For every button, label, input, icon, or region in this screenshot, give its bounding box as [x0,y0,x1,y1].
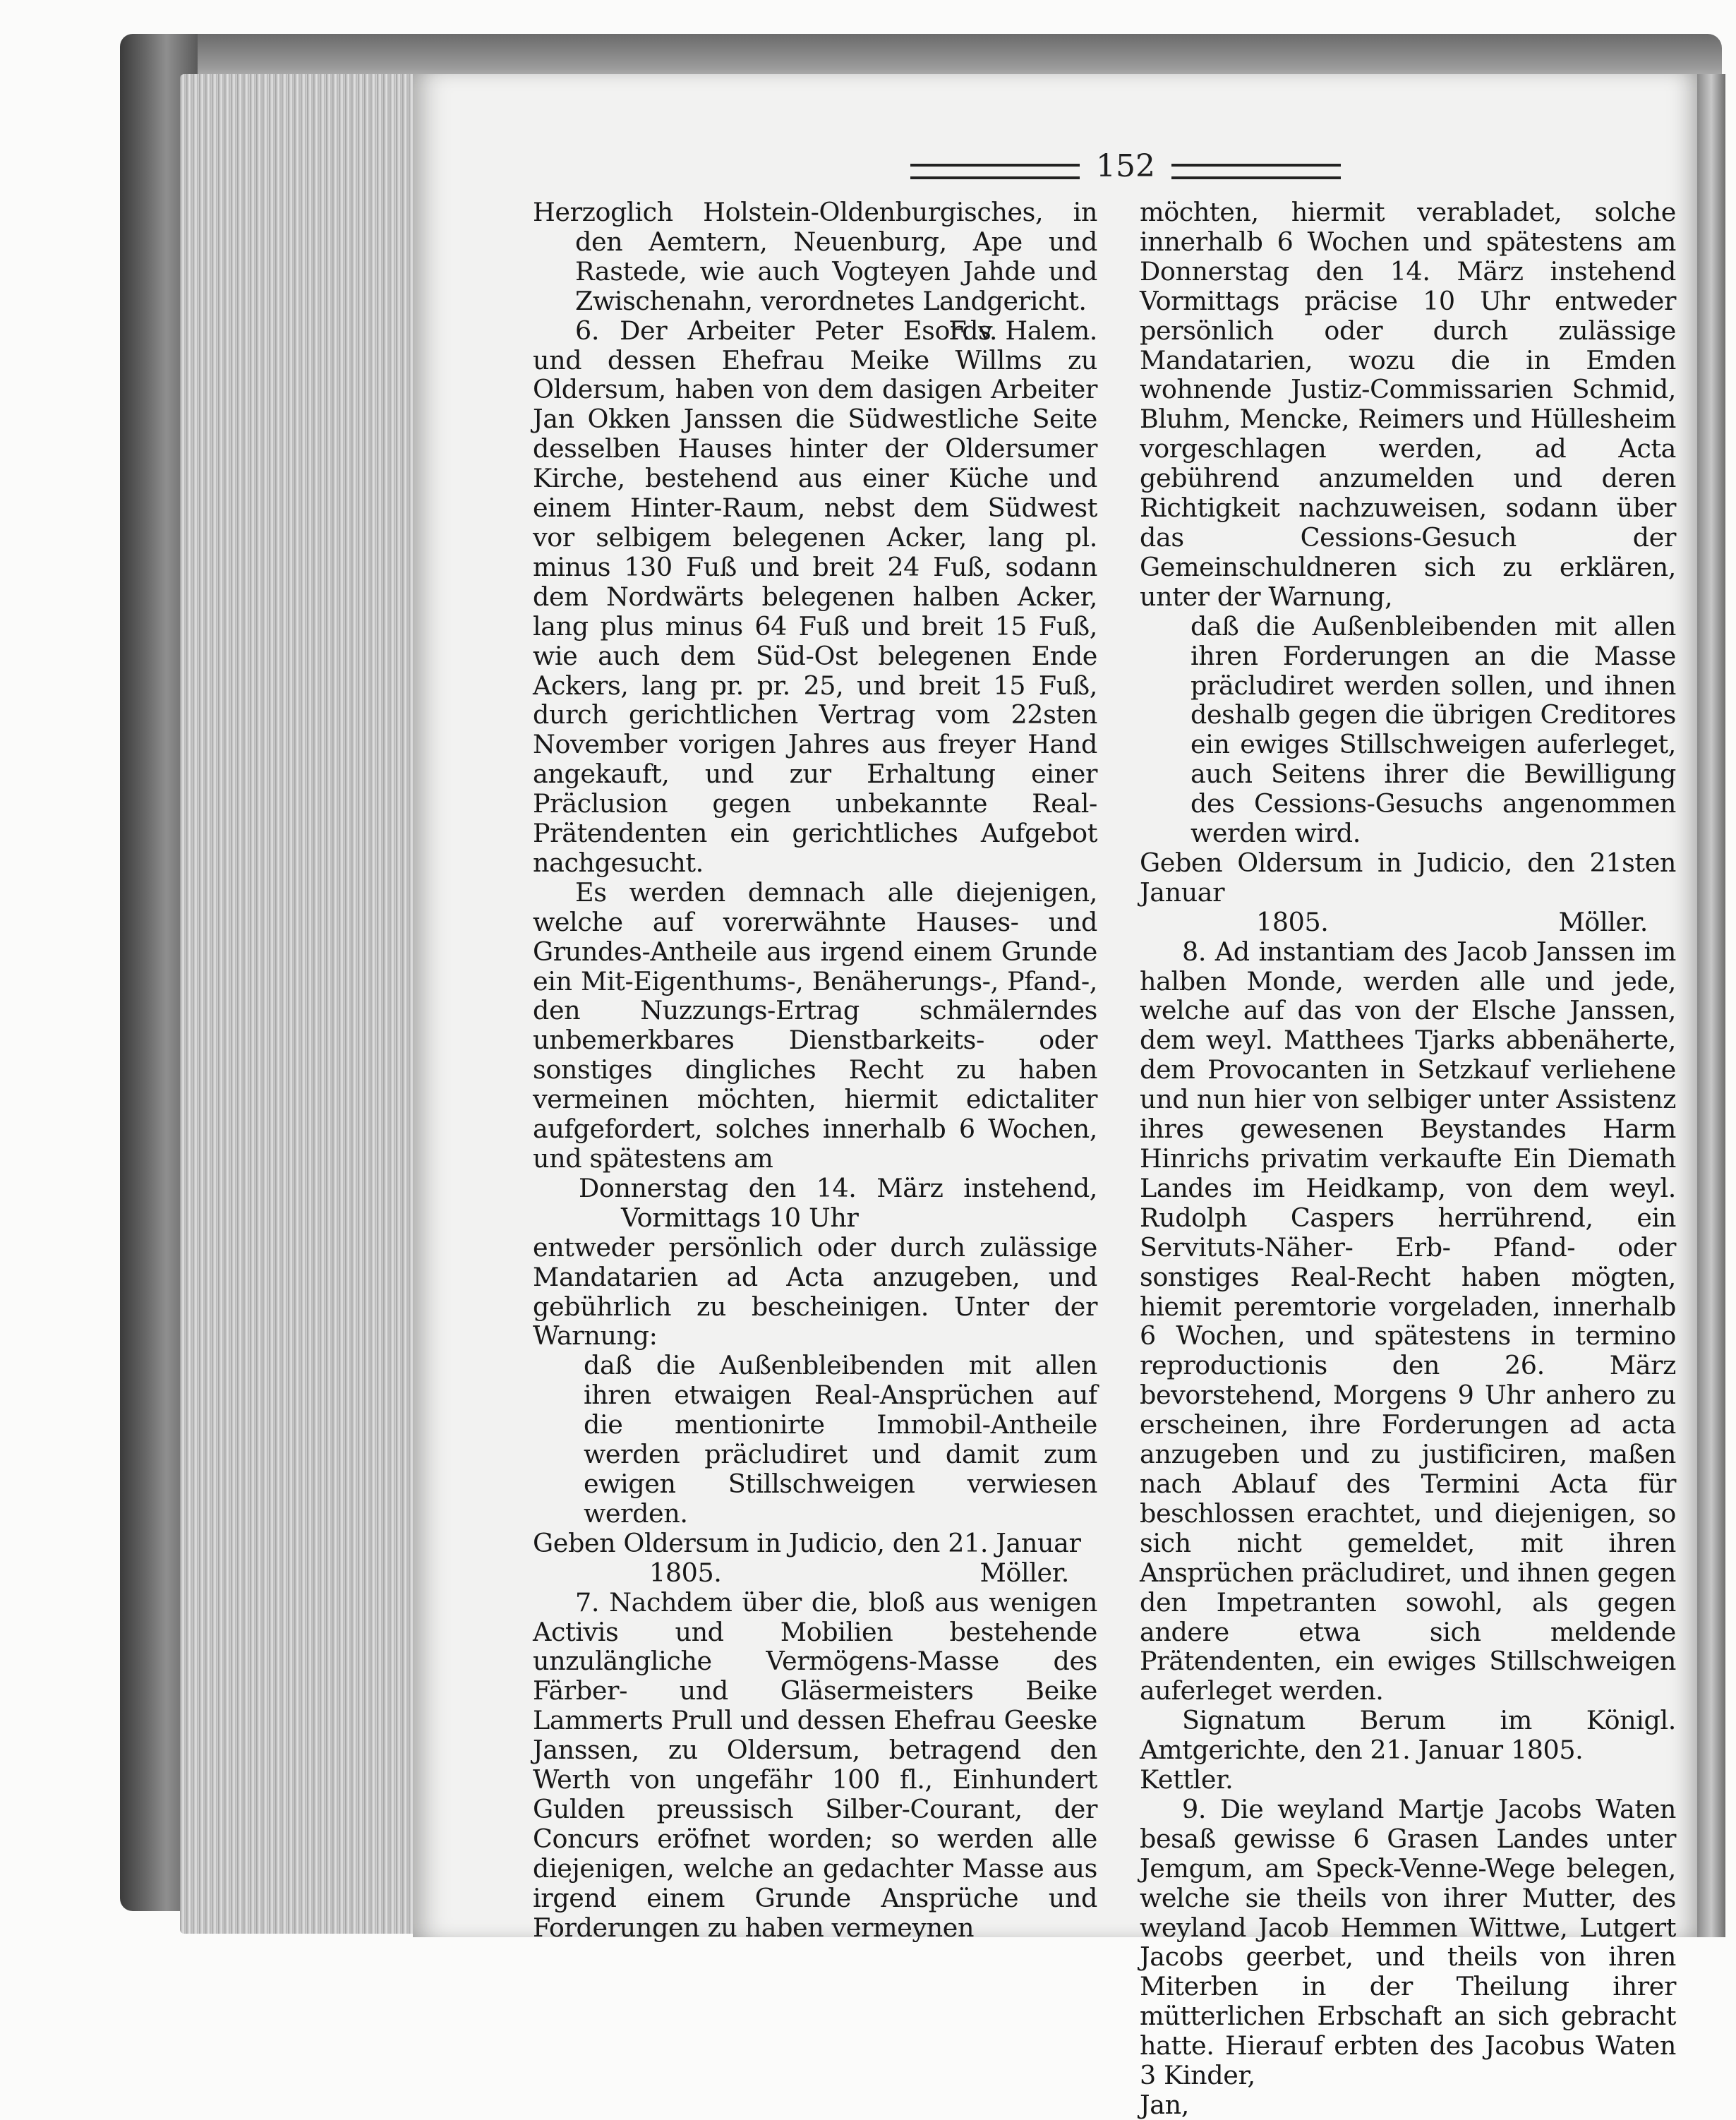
court-signature: F. v. Halem. [948,315,1097,346]
page-header [910,148,1341,191]
notice-6-summons: Es werden demnach alle diejenigen, welche auf vorerwähnte Hauses- und Grundes-Antheile aus irgend einem Grunde ein Mit-Eigenthums-, Benäherungs-, Pfand-, den Nuzzungs-Ertrag schmälerndes unbemerkbares Dienstbarkeits- oder sonstiges dingliches Recht zu haben vermeinen möchten, hiermit edictaliter aufgefordert, solches innerhalb 6 Wochen, und spätestens am [533,877,1097,1174]
notice-7-continuation: möchten, hiermit verabladet, solche innerhalb 6 Wochen und spätestens am Donnerstag den 14. März instehend Vormittags präcise 10 Uhr entweder persönlich oder durch zulässige Mandatarien, wozu die in Emden wohnende Justiz-Commissarien Schmid, Bluhm, Mencke, Reimers und Hüllesheim vorgeschlagen werden, ad Acta gebührend anzumelden und deren Richtigkeit nachzuweisen, sodann über das Cessions-Gesuch der Gemeinschuldneren sich zu erklären, unter der Warnung, [1140,197,1676,612]
header-rule-right [1171,164,1341,179]
notice-6-given: Geben Oldersum in Judicio, den 21. Januar [533,1527,1081,1558]
page-number: 152 [1096,148,1155,184]
notice-7-signature: Möller. [1558,906,1648,937]
notice-6-signature: Möller. [979,1557,1069,1588]
catchword: Jan, [1140,2090,1189,2120]
notice-6-instructions: entweder persönlich oder durch zulässige Mandatarien ad Acta anzugeben, und gebührlich zu bescheinigen. Unter der Warnung: [533,1231,1097,1351]
right-page-edge [1697,74,1725,1937]
right-column [1140,198,1676,2120]
notice-7-given: Geben Oldersum in Judicio, den 21sten Januar [1140,847,1676,908]
notice-8-signature: Kettler. [1140,1764,1234,1795]
notice-8-paragraph: 8. Ad instantiam des Jacob Janssen im halben Monde, werden alle und jede, welche auf das von der Elsche Janssen, dem weyl. Matthees Tjarks abbenäherte, dem Provocanten in Setzkauf verliehene und nun hier von selbiger unter Assistenz ihres gewesenen Beystandes Harm Hinrichs privatim verkaufte Ein Diemath Landes im Heidkamp, von dem weyl. Rudolph Caspers herrührend, ein Servituts-Näher- Erb- Pfand- oder sonstiges Real-Recht haben mögten, hiemit peremtorie vorgeladen, innerhalb 6 Wochen, und spätestens in termino reproductionis den 26. März bevorstehend, Morgens 9 Uhr anhero zu erscheinen, ihre Forderungen ad acta anzugeben und zu justificiren, maßen nach Ablauf des Termini Acta für beschlossen erachtet, und diejenigen, so sich nicht gemeldet, mit ihren Ansprüchen präcludiret, und ihnen gegen den Impetranten sowohl, als gegen andere etwa sich meldende Prätendenten, ein ewiges Stillschweigen auferleget werden. [1140,936,1676,1706]
notice-8-signatum: Signatum Berum im Königl. Amtgerichte, den 21. Januar 1805. [1140,1705,1676,1766]
notice-6-warning: daß die Außenbleibenden mit allen ihren etwaigen Real-Ansprüchen auf die mentionirte Immobil-Antheile werden präcludiret und damit zum ewigen Stillschweigen verwiesen werden. [584,1350,1097,1529]
notice-6-date: Donnerstag den 14. März instehend, Vormittags 10 Uhr [579,1172,1097,1233]
header-rule-left [910,164,1080,179]
notice-7-year: 1805. [1256,906,1329,937]
notice-6-paragraph: 6. Der Arbeiter Peter Esords und dessen Ehefrau Meike Willms zu Oldersum, haben von dem dasigen Arbeiter Jan Okken Janssen die Südwestliche Seite desselben Hauses hinter der Oldersumer Kirche, bestehend aus einer Küche und einem Hinter-Raum, nebst dem Südwest vor selbigem belegenen Acker, lang pl. minus 130 Fuß und breit 24 Fuß, sodann dem Nordwärts belegenen halben Acker, lang plus minus 64 Fuß und breit 15 Fuß, wie auch dem Süd-Ost belegenen Ende Ackers, lang pr. pr. 25, und breit 15 Fuß, durch gerichtlichen Vertrag vom 22sten November vorigen Jahres aus freyer Hand angekauft, und zur Erhaltung einer Präclusion gegen unbekannte Real-Prätendenten ein gerichtliches Aufgebot nachgesucht. [533,315,1097,878]
left-column [533,198,1097,1942]
notice-6-date-signature [533,1558,1097,1588]
page-edges [180,74,413,1934]
notice-9-paragraph: 9. Die weyland Martje Jacobs Waten besaß gewisse 6 Grasen Landes unter Jemgum, am Speck-Venne-Wege belegen, welche sie theils von ihrer Mutter, des weyland Jacob Hemmen Wittwe, Lutgert Jacobs geerbet, und theils von ihren Miterben in der Theilung ihrer mütterlichen Erbschaft an sich gebracht hatte. Hierauf erbten des Jacobus Waten 3 Kinder, [1140,1793,1676,2091]
notice-7-paragraph: 7. Nachdem über die, bloß aus wenigen Activis und Mobilien bestehende unzulängliche Vermögens-Masse des Färber- und Gläsermeisters Beike Lammerts Prull und dessen Ehefrau Geeske Janssen, zu Oldersum, betragend den Werth von ungefähr 100 fl., Einhundert Gulden preussisch Silber-Courant, der Concurs eröfnet worden; so werden alle diejenigen, welche an gedachter Masse aus irgend einem Grunde Ansprüche und Forderungen zu haben vermeynen [533,1586,1097,1943]
notice-7-date-signature [1140,908,1676,937]
notice-7-warning: daß die Außenbleibenden mit allen ihren Forderungen an die Masse präcludiret werden sollen, und ihnen deshalb gegen die übrigen Creditores ein ewiges Stillschweigen auferleget, auch Seitens ihrer die Bewilligung des Cessions-Gesuchs angenommen werden wird. [1191,610,1676,849]
court-heading-text: Herzoglich Holstein-Oldenburgisches, in den Aemtern, Neuenburg, Ape und Rastede, wie auch Vogteyen Jahde und Zwischenahn, verordnetes Landgericht. [533,197,1097,316]
notice-6-year: 1805. [649,1557,722,1588]
court-heading [533,197,1097,346]
